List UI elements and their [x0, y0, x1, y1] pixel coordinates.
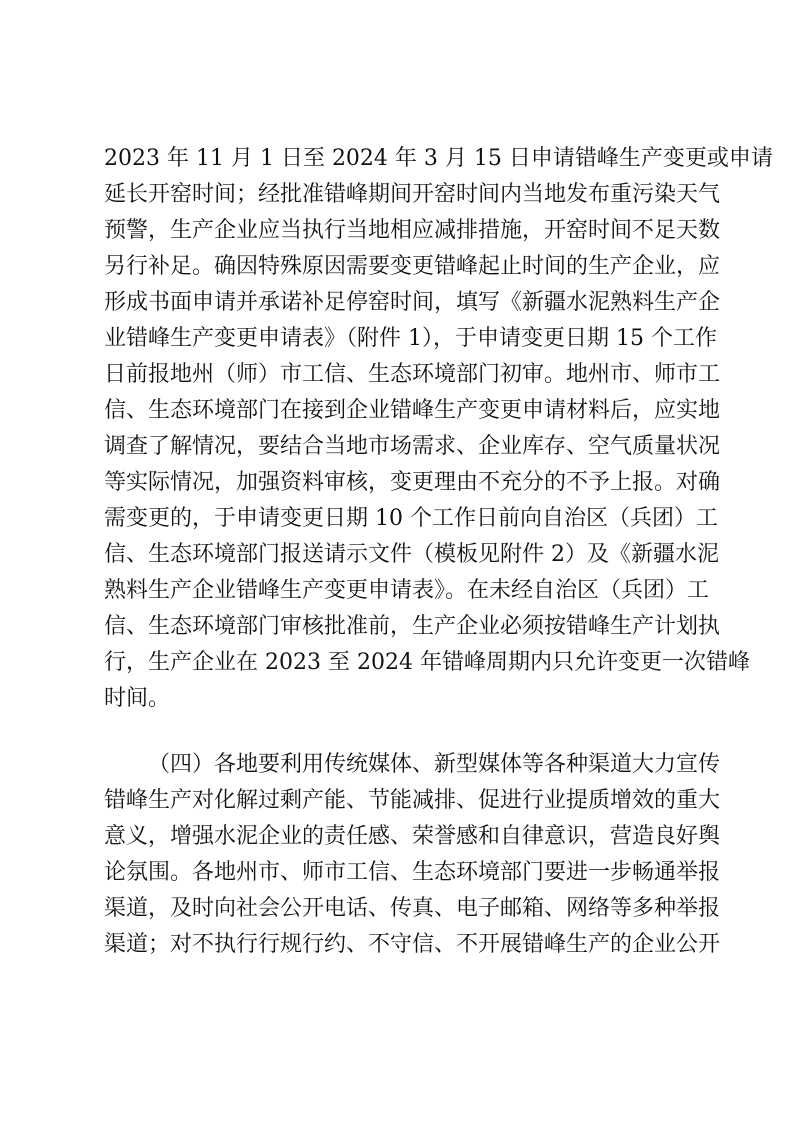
- text-line: 信、生态环境部门在接到企业错峰生产变更申请材料后，应实地: [104, 398, 721, 423]
- text-line: 论氛围。各地州市、师市工信、生态环境部门要进一步畅通举报: [104, 860, 721, 885]
- text-line: 熟料生产企业错峰生产变更申请表》。在未经自治区（兵团）工: [104, 578, 710, 603]
- text-line: 等实际情况，加强资料审核，变更理由不充分的不予上报。对确: [104, 470, 721, 495]
- text-line: 渠道；对不执行行规行约、不守信、不开展错峰生产的企业公开: [104, 932, 721, 957]
- text-line: 预警，生产企业应当执行当地相应减排措施，开窑时间不足天数: [104, 218, 721, 243]
- text-line: 2023 年 11 月 1 日至 2024 年 3 月 15 日申请错峰生产变更或申请: [104, 146, 773, 171]
- paragraph-section-four-publicity: [104, 747, 721, 963]
- text-line: 延长开窑时间；经批准错峰期间开窑时间内当地发布重污染天气: [104, 182, 721, 207]
- text-line: 形成书面申请并承诺补足停窑时间，填写《新疆水泥熟料生产企: [104, 290, 721, 315]
- text-line: 日前报地州（师）市工信、生态环境部门初审。地州市、师市工: [104, 362, 721, 387]
- text-line: 业错峰生产变更申请表》（附件 1），于申请变更日期 15 个工作: [104, 326, 717, 351]
- text-line: 时间。: [104, 686, 171, 711]
- paragraph-peak-shift-change: [104, 141, 773, 717]
- text-line: 另行补足。确因特殊原因需要变更错峰起止时间的生产企业，应: [104, 254, 721, 279]
- text-line: 调查了解情况，要结合当地市场需求、企业库存、空气质量状况: [104, 434, 721, 459]
- text-line: （四）各地要利用传统媒体、新型媒体等各种渠道大力宣传: [148, 752, 721, 777]
- text-line: 信、生态环境部门审核批准前，生产企业必须按错峰生产计划执: [104, 614, 721, 639]
- text-line: 需变更的，于申请变更日期 10 个工作日前向自治区（兵团）工: [104, 506, 718, 531]
- text-line: 行，生产企业在 2023 至 2024 年错峰周期内只允许变更一次错峰: [104, 650, 750, 675]
- text-line: 意义，增强水泥企业的责任感、荣誉感和自律意识，营造良好舆: [104, 824, 721, 849]
- text-line: 错峰生产对化解过剩产能、节能减排、促进行业提质增效的重大: [104, 788, 721, 813]
- text-line: 渠道，及时向社会公开电话、传真、电子邮箱、网络等多种举报: [104, 896, 721, 921]
- text-line: 信、生态环境部门报送请示文件（模板见附件 2）及《新疆水泥: [104, 542, 719, 567]
